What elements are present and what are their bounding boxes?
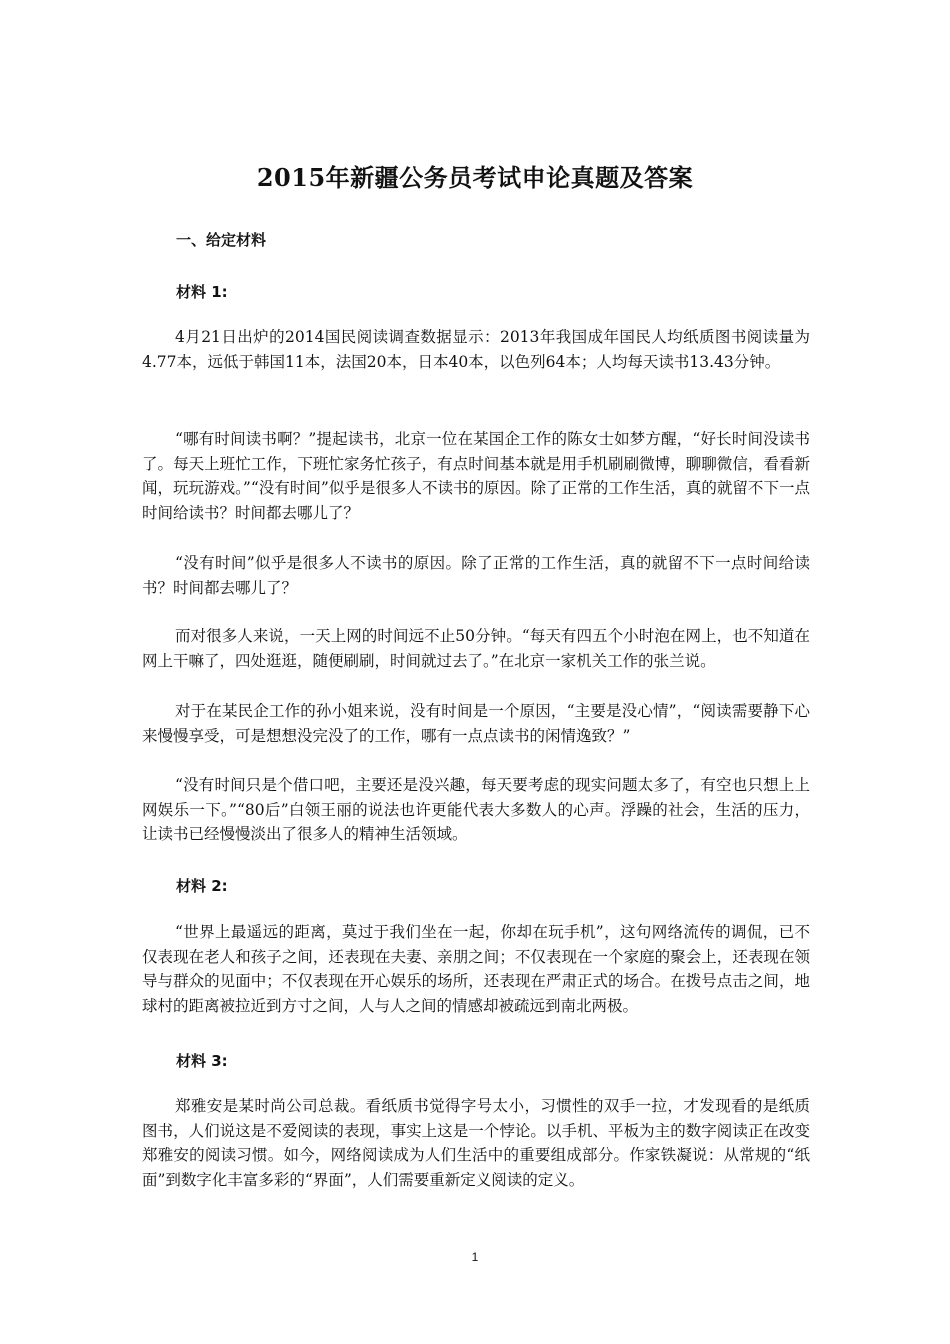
document-title: 2015年新疆公务员考试申论真题及答案 (256, 163, 694, 192)
material-1-paragraph-2: “哪有时间读书啊？”提起读书，北京一位在某国企工作的陈女士如梦方醒，“好长时间没读书了。每天上班忙工作，下班忙家务忙孩子，有点时间基本就是用手机刷刷微博，聊聊微信，看看新闻，玩玩游戏。”“没有时间”似乎是很多人不读书的原因。除了正常的工作生活，真的就留不下一点时间给读书？时间都去哪儿了？ (142, 430, 810, 522)
material-1-paragraph-6: “没有时间只是个借口吧，主要还是没兴趣，每天要考虑的现实问题太多了，有空也只想上上网娱乐一下。”“80后”白领王丽的说法也许更能代表大多数人的心声。浮躁的社会，生活的压力，让读书已经慢慢淡出了很多人的精神生活领域。 (142, 776, 810, 843)
material-1-label: 材料 1: (176, 283, 228, 301)
material-1-paragraph-3: “没有时间”似乎是很多人不读书的原因。除了正常的工作生活，真的就留不下一点时间给读书？时间都去哪儿了？ (142, 554, 810, 597)
material-3-paragraph-1: 郑雅安是某时尚公司总裁。看纸质书觉得字号太小，习惯性的双手一拉，才发现看的是纸质图书，人们说这是不爱阅读的表现，事实上这是一个悖论。以手机、平板为主的数字阅读正在改变郑雅安的阅读习惯。如今，网络阅读成为人们生活中的重要组成部分。作家铁凝说：从常规的“纸面”到数字化丰富多彩的“界面”，人们需要重新定义阅读的定义。 (142, 1097, 810, 1189)
material-2-paragraph-1: “世界上最遥远的距离，莫过于我们坐在一起，你却在玩手机”，这句网络流传的调侃，已不仅表现在老人和孩子之间，还表现在夫妻、亲朋之间；不仅表现在一个家庭的聚会上，还表现在领导与群众的见面中；不仅表现在开心娱乐的场所，还表现在严肃正式的场合。在拨号点击之间，地球村的距离被拉近到方寸之间，人与人之间的情感却被疏远到南北两极。 (142, 923, 810, 1015)
section-heading: 一、给定材料 (176, 231, 267, 249)
page-number: 1 (471, 1250, 479, 1264)
material-1-paragraph-4: 而对很多人来说，一天上网的时间远不止50分钟。“每天有四五个小时泡在网上，也不知道在网上干嘛了，四处逛逛，随便刷刷，时间就过去了。”在北京一家机关工作的张兰说。 (142, 627, 810, 670)
material-3-label: 材料 3: (176, 1052, 228, 1070)
material-1-paragraph-1: 4月21日出炉的2014国民阅读调查数据显示：2013年我国成年国民人均纸质图书阅读量为4.77本，远低于韩国11本，法国20本，日本40本，以色列64本；人均每天读书13.43分钟。 (142, 328, 810, 371)
material-2-label: 材料 2: (176, 877, 228, 895)
material-1-paragraph-5: 对于在某民企工作的孙小姐来说，没有时间是一个原因，“主要是没心情”，“阅读需要静下心来慢慢享受，可是想想没完没了的工作，哪有一点点读书的闲情逸致？” (142, 702, 810, 745)
